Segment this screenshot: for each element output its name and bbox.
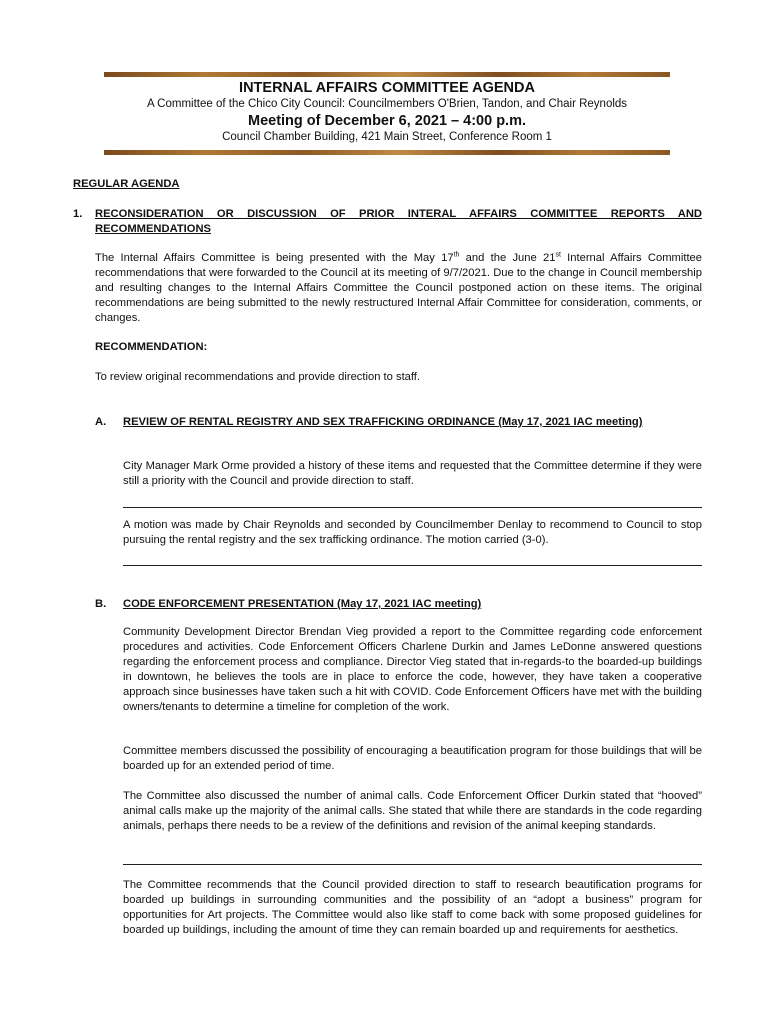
item-b-paragraph-3: The Committee also discussed the number of animal calls. Code Enforcement Officer Durkin stated that “hooved” animal calls make up the majority of the animal calls. She stated that while there are standards in the code regarding animals, perhaps there needs to be a review of the definitions and revision of the animal keeping standards.	[123, 790, 702, 832]
item-b-paragraph-2: Committee members discussed the possibility of encouraging a beautification program for those buildings that will be boarded up for an extended period of time.	[123, 745, 702, 772]
item-b-paragraph-4: The Committee recommends that the Council provided direction to staff to research beautification programs for boarded up buildings in surrounding communities and the possibility of an “adopt a business” program for opportunities for Art projects. The Committee would also like staff to come back with some proposed guidelines for boarded up buildings, including the amount of time they can remain boarded up and requirements for aesthetics.	[123, 879, 702, 936]
divider	[123, 864, 702, 865]
item-1-paragraph: The Internal Affairs Committee is being presented with the May 17th and the June 21st Internal Affairs Committee recommendations that were forwarded to the Council at its meeting of 9/7/2021. Due to the change in Council membership and resulting changes to the Internal Affairs Committee the Council postponed action on these items. The original recommendations are being submitted to the newly restructured Internal Affair Committee for consideration, comments, or changes.	[95, 251, 703, 324]
item-a-heading: REVIEW OF RENTAL REGISTRY AND SEX TRAFFICKING ORDINANCE (May 17, 2021 IAC meeting)	[123, 416, 643, 428]
meeting-location: Council Chamber Building, 421 Main Street, Conference Room 1	[222, 131, 552, 143]
agenda-title: INTERNAL AFFAIRS COMMITTEE AGENDA	[239, 80, 535, 96]
item-b-letter: B.	[95, 598, 107, 610]
recommendation-label: RECOMMENDATION:	[95, 341, 208, 353]
item-b-paragraph-1: Community Development Director Brendan Vieg provided a report to the Committee regarding code enforcement procedures and activities. Code Enforcement Officers Charlene Durkin and James LeDonne answered questions regarding the enforcement process and compliance. Director Vieg stated that in-regards-to the boarded-up buildings in downtown, he believes the tools are in place to enforce the code, however, they have taken a cooperative approach since businesses have taken such a hit with COVID. Code Enforcement Officers have met with the building owners/tenants to determine a timeline for completion of the work.	[123, 626, 702, 713]
item-a-letter: A.	[95, 416, 107, 428]
meeting-date: Meeting of December 6, 2021 – 4:00 p.m.	[247, 113, 527, 129]
item-a-paragraph-2: A motion was made by Chair Reynolds and seconded by Councilmember Denlay to recommend to Council to stop pursuing the rental registry and the sex trafficking ordinance. The motion carried (3-0).	[123, 519, 702, 546]
divider	[123, 565, 702, 566]
header-bottom-rule	[104, 150, 670, 155]
divider	[123, 507, 702, 508]
recommendation-text: To review original recommendations and provide direction to staff.	[95, 371, 421, 383]
item-b-heading: CODE ENFORCEMENT PRESENTATION (May 17, 2021 IAC meeting)	[123, 598, 482, 610]
committee-subtitle: A Committee of the Chico City Council: Councilmembers O'Brien, Tandon, and Chair Reynolds	[146, 98, 628, 110]
item-1-number: 1.	[73, 208, 83, 220]
header-top-rule	[104, 72, 670, 77]
item-1-heading: RECONSIDERATION OR DISCUSSION OF PRIOR INTERAL AFFAIRS COMMITTEE REPORTS AND RECOMMENDATIONS	[95, 208, 702, 235]
regular-agenda-heading: REGULAR AGENDA	[73, 178, 180, 190]
item-a-paragraph-1: City Manager Mark Orme provided a history of these items and requested that the Committee determine if they were still a priority with the Council and provide direction to staff.	[123, 460, 702, 487]
